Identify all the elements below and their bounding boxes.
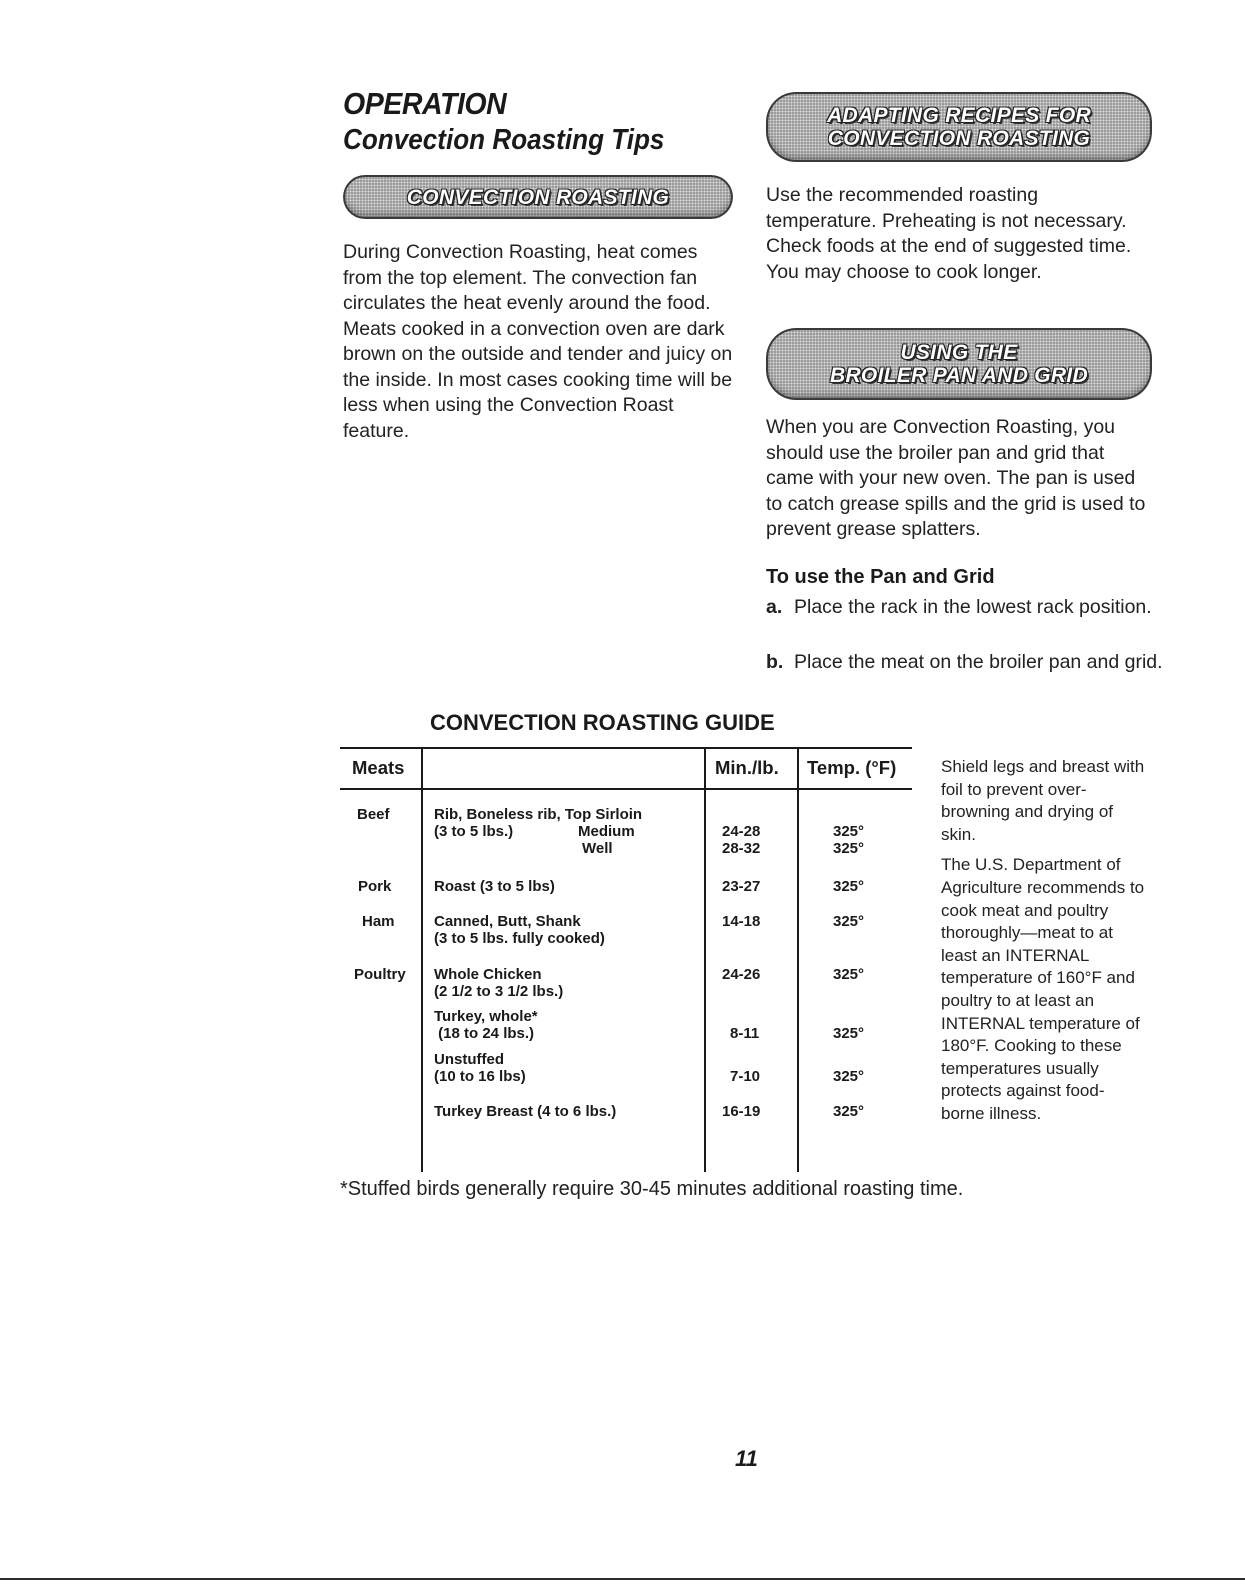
step-letter: b. xyxy=(766,651,784,673)
meat-description: Canned, Butt, Shank xyxy=(434,913,581,930)
doneness-label: Well xyxy=(582,840,613,857)
meat-description: Turkey Breast (4 to 6 lbs.) xyxy=(434,1103,617,1120)
meat-label: Beef xyxy=(357,806,390,823)
side-note: The U.S. Department of Agriculture recommends to cook meat and poultry thoroughly—meat to at least an INTERNAL temperature of 160°F and poultry to at least an INTERNAL temperature of 180°F. Cooking to these temperatures usually protects against food-borne illness. xyxy=(941,855,1145,1123)
min-per-lb: 24-26 xyxy=(722,966,761,983)
header-meats: Meats xyxy=(352,757,405,778)
min-per-lb: 24-28 xyxy=(722,823,761,840)
meat-description: Turkey, whole* xyxy=(434,1008,538,1025)
step-letter: a. xyxy=(766,596,783,618)
paragraph: Meats cooked in a convection oven are dark brown on the outside and tender and juicy on the inside. In most cases cooking time will be less when using the Convection Roast feature. xyxy=(343,317,733,442)
min-per-lb: 8-11 xyxy=(730,1025,760,1042)
meat-description: (18 to 24 lbs.) xyxy=(434,1025,535,1042)
meat-description: (10 to 16 lbs) xyxy=(434,1068,526,1085)
meat-description: Roast (3 to 5 lbs) xyxy=(434,878,555,895)
meat-label: Poultry xyxy=(354,966,406,983)
banner-line: CONVECTION ROASTING xyxy=(827,127,1091,150)
doneness-label: Medium xyxy=(578,823,635,840)
guide-title: CONVECTION ROASTING GUIDE xyxy=(430,710,775,735)
step-text: Place the meat on the broiler pan and grid. xyxy=(794,651,1163,673)
meat-description: Unstuffed xyxy=(434,1051,504,1068)
meat-description: Whole Chicken xyxy=(434,966,542,983)
paragraph: When you are Convection Roasting, you should use the broiler pan and grid that came with your new oven. The pan is used to catch grease spills and the grid is used to prevent grease splatters. xyxy=(766,416,1146,540)
temperature: 325° xyxy=(833,1103,865,1120)
meat-description: (2 1/2 to 3 1/2 lbs.) xyxy=(434,983,564,1000)
temperature: 325° xyxy=(833,840,865,857)
temperature: 325° xyxy=(833,878,865,895)
meat-description: (3 to 5 lbs. fully cooked) xyxy=(434,930,605,947)
bottom-edge-rule xyxy=(0,1578,1245,1580)
page-number: 11 xyxy=(735,1446,758,1471)
temperature: 325° xyxy=(833,1068,865,1085)
min-per-lb: 7-10 xyxy=(730,1068,761,1085)
banner-line: ADAPTING RECIPES FOR xyxy=(827,104,1091,127)
step-text: Place the rack in the lowest rack position. xyxy=(794,596,1152,618)
banner-line: USING THE xyxy=(900,341,1018,364)
banner-line: CONVECTION ROASTING xyxy=(406,185,670,209)
side-note: Shield legs and breast with foil to prevent over-browning and drying of skin. xyxy=(941,757,1145,844)
header-min-per-lb: Min./lb. xyxy=(715,757,779,778)
table-top-rule xyxy=(340,747,912,749)
min-per-lb: 16-19 xyxy=(722,1103,761,1120)
page-title: Convection Roasting Tips xyxy=(343,124,665,156)
temperature: 325° xyxy=(833,913,865,930)
min-per-lb: 28-32 xyxy=(722,840,761,857)
paragraph: Use the recommended roasting temperature. Preheating is not necessary. Check foods at the end of suggested time. You may choose to cook longer. xyxy=(766,184,1132,283)
header-temp: Temp. (°F) xyxy=(807,757,897,778)
section-heading: OPERATION xyxy=(343,86,507,121)
meat-description: Rib, Boneless rib, Top Sirloin xyxy=(434,806,643,823)
table-header-rule xyxy=(340,788,912,790)
footnote: *Stuffed birds generally require 30-45 minutes additional roasting time. xyxy=(340,1178,964,1200)
table-divider xyxy=(797,747,799,1172)
banner-line: BROILER PAN AND GRID xyxy=(830,364,1088,387)
meat-description: (3 to 5 lbs.) xyxy=(434,823,514,840)
min-per-lb: 23-27 xyxy=(722,878,761,895)
table-divider xyxy=(704,747,706,1172)
meat-label: Pork xyxy=(358,878,392,895)
min-per-lb: 14-18 xyxy=(722,913,761,930)
temperature: 325° xyxy=(833,966,865,983)
meat-label: Ham xyxy=(362,913,395,930)
temperature: 325° xyxy=(833,1025,865,1042)
temperature: 325° xyxy=(833,823,865,840)
table-divider xyxy=(421,747,423,1172)
paragraph: During Convection Roasting, heat comes from the top element. The convection fan circulates the heat evenly around the food. xyxy=(343,241,711,314)
steps-title: To use the Pan and Grid xyxy=(766,566,995,588)
side-notes xyxy=(941,756,1146,1126)
